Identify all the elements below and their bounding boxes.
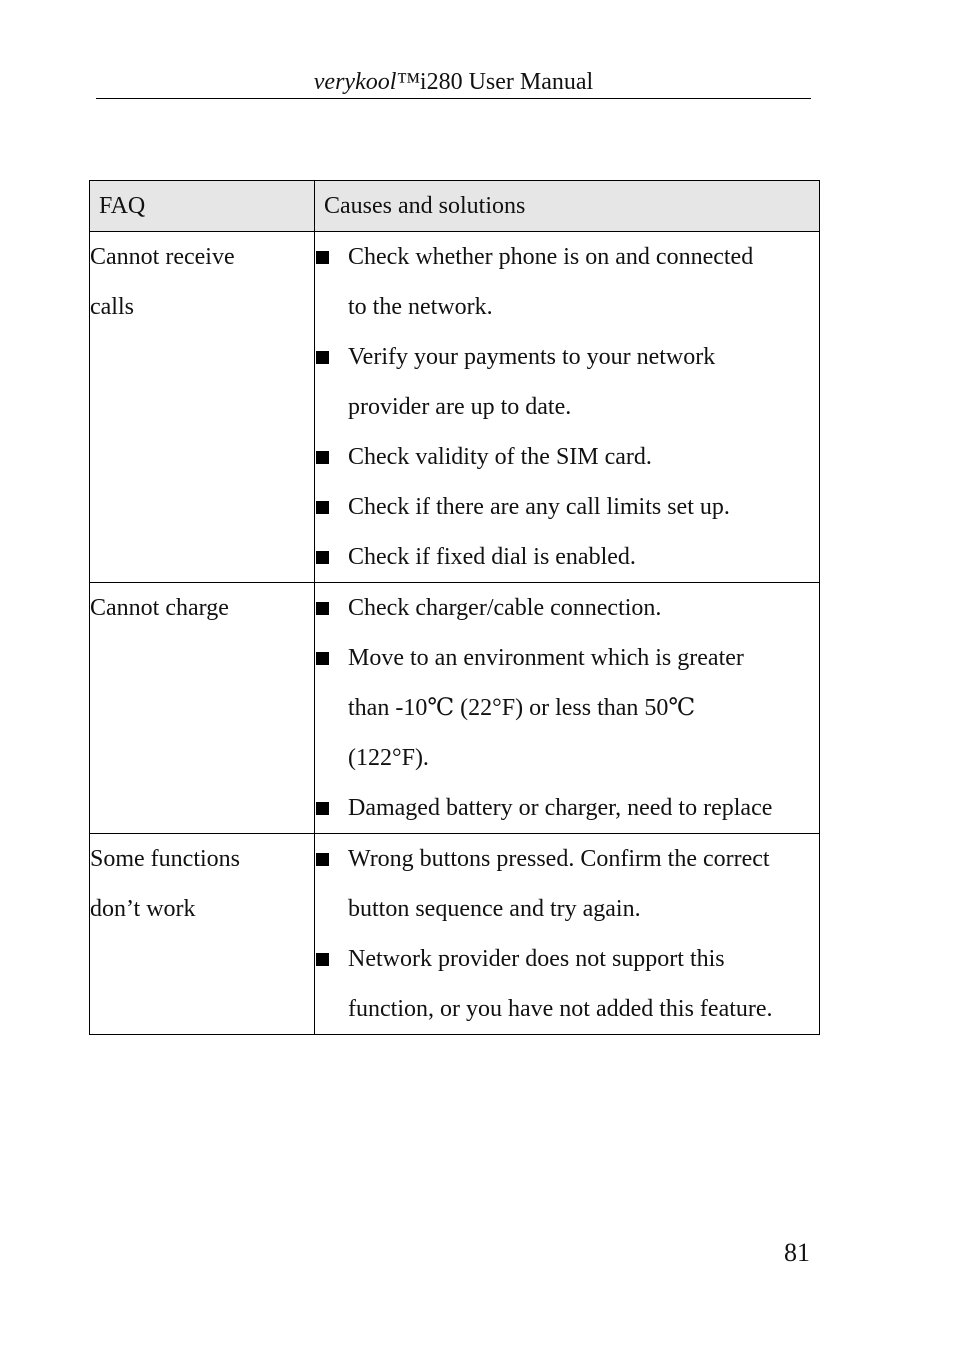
solution-list (315, 232, 819, 582)
column-header-causes: Causes and solutions (315, 181, 820, 232)
faq-solutions (315, 583, 820, 834)
header-brand: verykool™ (313, 69, 420, 95)
solution-line: Check validity of the SIM card. (348, 444, 652, 470)
solution-item (315, 532, 819, 582)
square-bullet-icon (316, 501, 329, 514)
solution-line: Damaged battery or charger, need to replace (348, 795, 773, 821)
page-header (96, 66, 811, 99)
solution-line: Check if fixed dial is enabled. (348, 544, 636, 570)
solution-line: Check if there are any call limits set up. (348, 494, 730, 520)
table-header-row (90, 181, 820, 232)
solution-item (315, 934, 819, 1034)
solution-line: provider are up to date. (348, 394, 572, 420)
faq-question (90, 232, 315, 583)
solution-line: button sequence and try again. (348, 896, 641, 922)
page-number: 81 (784, 1238, 810, 1267)
question-line: Some functions (90, 846, 240, 872)
solution-item (315, 783, 819, 833)
question-line: Cannot receive (90, 244, 235, 270)
question-line: Cannot charge (90, 595, 229, 621)
solution-item (315, 834, 819, 934)
solution-line: Network provider does not support this (348, 946, 725, 972)
square-bullet-icon (316, 802, 329, 815)
faq-solutions (315, 232, 820, 583)
solution-list (315, 583, 819, 833)
solution-line: than -10℃ (22°F) or less than 50℃ (348, 695, 696, 721)
solution-line: Move to an environment which is greater (348, 645, 744, 671)
table-row (90, 583, 820, 834)
solution-item (315, 482, 819, 532)
square-bullet-icon (316, 853, 329, 866)
solution-line: function, or you have not added this feature. (348, 996, 773, 1022)
solution-line: Check whether phone is on and connected (348, 244, 754, 270)
question-line: don’t work (90, 896, 196, 922)
solution-item (315, 633, 819, 783)
solution-line: Check charger/cable connection. (348, 595, 662, 621)
faq-solutions (315, 834, 820, 1035)
column-header-faq: FAQ (90, 181, 315, 232)
solution-item (315, 583, 819, 633)
square-bullet-icon (316, 602, 329, 615)
solution-list (315, 834, 819, 1034)
solution-item (315, 332, 819, 432)
square-bullet-icon (316, 652, 329, 665)
question-line: calls (90, 294, 134, 320)
solution-item (315, 232, 819, 332)
solution-line: to the network. (348, 294, 493, 320)
faq-table (89, 180, 820, 1035)
square-bullet-icon (316, 451, 329, 464)
header-title: i280 User Manual (419, 69, 594, 95)
table-row (90, 232, 820, 583)
square-bullet-icon (316, 251, 329, 264)
table-row (90, 834, 820, 1035)
solution-line: (122°F). (348, 745, 429, 771)
square-bullet-icon (316, 551, 329, 564)
faq-question (90, 583, 315, 834)
solution-item (315, 432, 819, 482)
solution-line: Wrong buttons pressed. Confirm the correct (348, 846, 770, 872)
square-bullet-icon (316, 953, 329, 966)
faq-question (90, 834, 315, 1035)
square-bullet-icon (316, 351, 329, 364)
solution-line: Verify your payments to your network (348, 344, 716, 370)
